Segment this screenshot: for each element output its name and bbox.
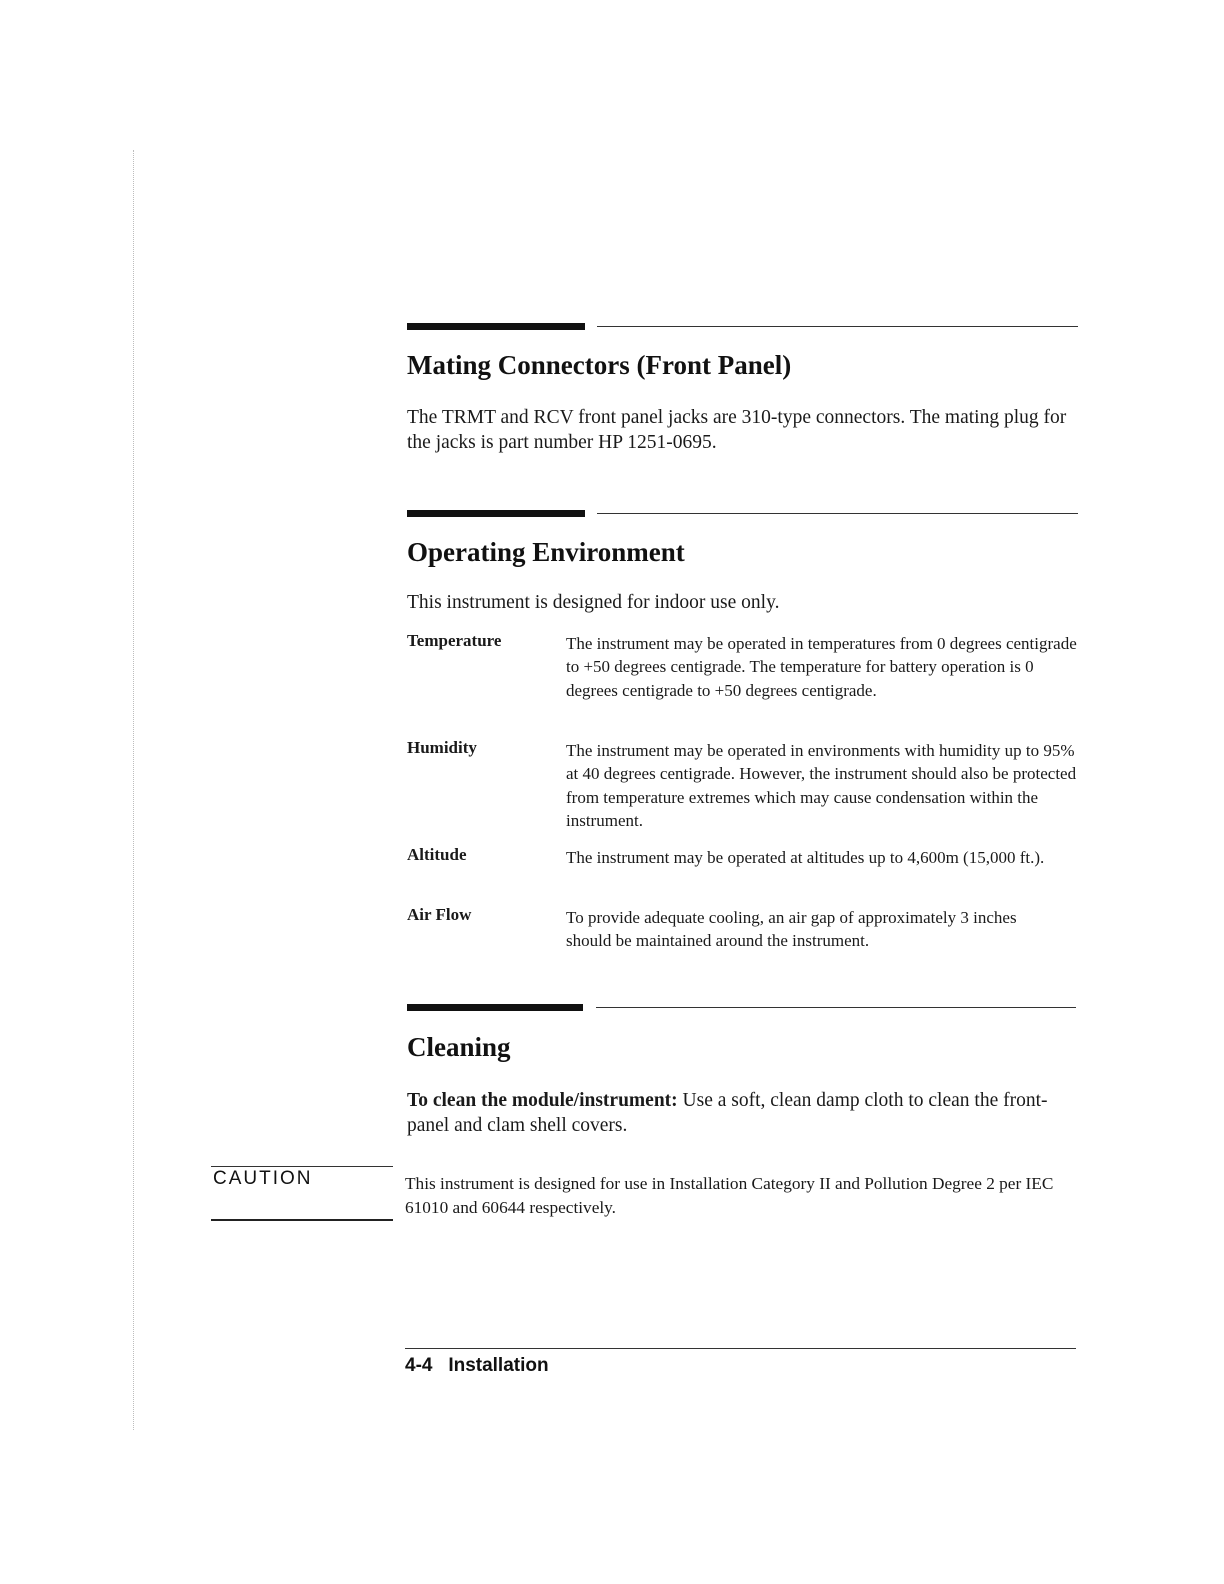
page-number: 4-4 (405, 1355, 433, 1376)
spec-term-air-flow: Air Flow (407, 905, 472, 924)
operating-environment-heading: Operating Environment (407, 537, 685, 567)
spec-desc-humidity: The instrument may be operated in environments with humidity up to 95% at 40 degrees centigrade. However, the instrument should also be protected from temperature extremes which may cause condensation within the instrument. (566, 741, 1077, 830)
mating-connectors-text: The TRMT and RCV front panel jacks are 310-type connectors. The mating plug for the jacks is part number HP 1251-0695. (407, 407, 1067, 453)
spec-desc-air-flow: To provide adequate cooling, an air gap of approximately 3 inches should be maintained around the instrument. (566, 908, 1017, 951)
caution-rule-bottom (211, 1219, 393, 1221)
chapter-title: Installation (448, 1355, 549, 1376)
section-rule-thin (597, 326, 1078, 327)
mating-connectors-heading: Mating Connectors (Front Panel) (407, 350, 792, 380)
section-rule-thin (597, 513, 1078, 514)
caution-text: This instrument is designed for use in Installation Category II and Pollution Degree 2 per IEC 61010 and 60644 respectively. (405, 1174, 1054, 1217)
spec-term-humidity: Humidity (407, 738, 477, 757)
cleaning-body: Use a soft, clean damp cloth to clean the front-panel and clam shell covers. (407, 1090, 1048, 1136)
section-rule-thick (407, 510, 585, 517)
spec-term-temperature: Temperature (407, 631, 502, 650)
cleaning-text (407, 1088, 1079, 1138)
cleaning-heading: Cleaning (407, 1032, 511, 1062)
section-rule-thick (407, 1004, 583, 1011)
cleaning-lead: To clean the module/instrument: (407, 1090, 678, 1111)
spec-desc-altitude: The instrument may be operated at altitudes up to 4,600m (15,000 ft.). (566, 848, 1045, 867)
caution-label: CAUTION (213, 1168, 313, 1189)
section-rule-thin (596, 1007, 1076, 1008)
binding-margin-line (133, 150, 134, 1430)
caution-rule-top (211, 1166, 393, 1167)
page-footer (405, 1355, 549, 1377)
spec-term-altitude: Altitude (407, 845, 467, 864)
spec-desc-temperature: The instrument may be operated in temperatures from 0 degrees centigrade to +50 degrees centigrade. The temperature for battery operation is 0 degrees centigrade to +50 degrees centigrade. (566, 634, 1077, 700)
environment-intro: This instrument is designed for indoor use only. (407, 592, 780, 613)
section-rule-thick (407, 323, 585, 330)
footer-rule (405, 1348, 1076, 1349)
